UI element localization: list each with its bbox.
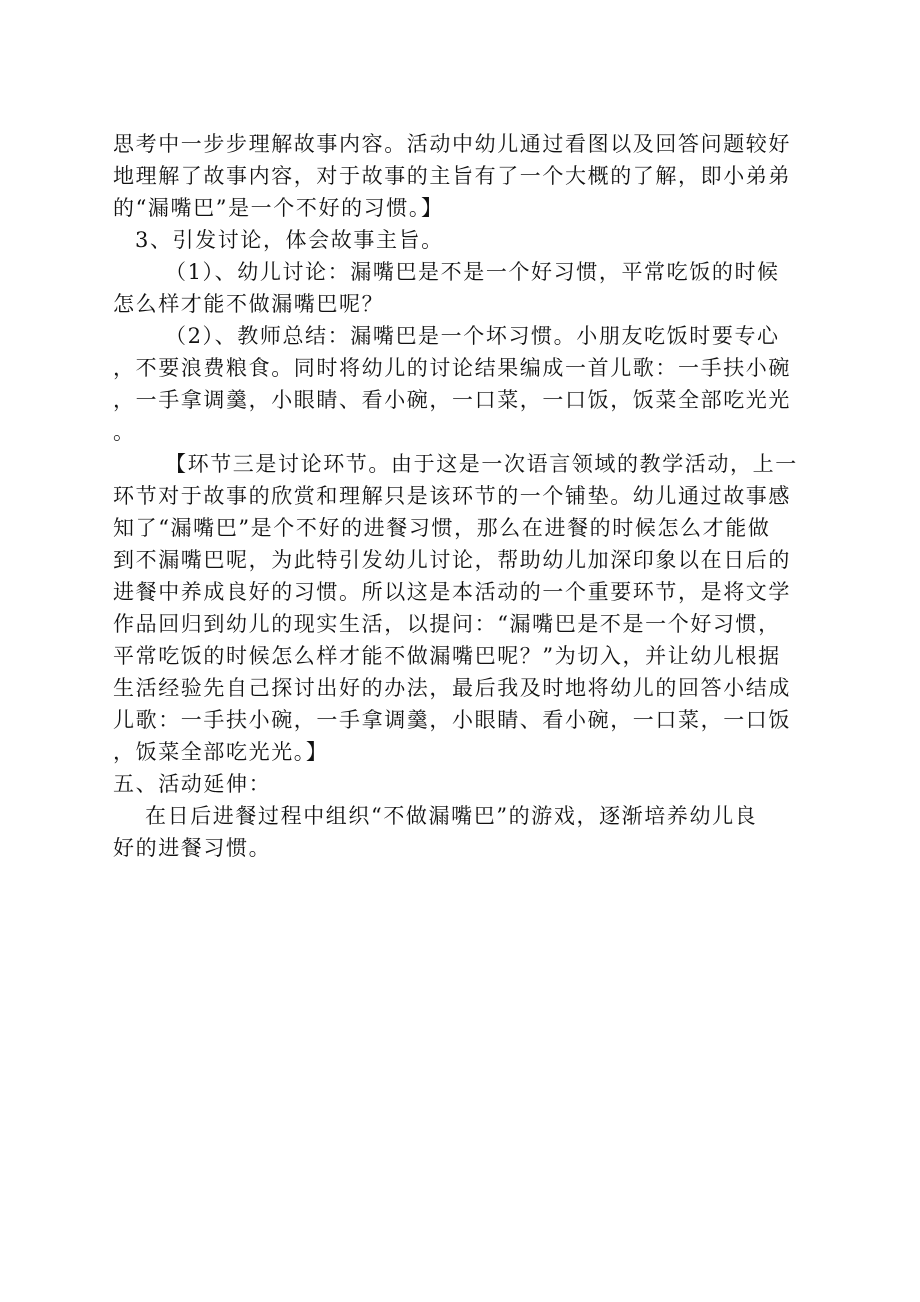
list-item-2-line: （2）、教师总结：漏嘴巴是一个坏习惯。小朋友吃饭时要专心 xyxy=(165,324,780,348)
commentary-line: 作品回归到幼儿的现实生活，以提问：“漏嘴巴是不是一个好习惯， xyxy=(113,612,781,636)
paragraph-line: 思考中一步步理解故事内容。活动中幼儿通过看图以及回答问题较好 xyxy=(113,132,791,156)
list-item-1-line: 怎么样才能不做漏嘴巴呢？ xyxy=(113,292,385,316)
extension-line: 在日后进餐过程中组织“不做漏嘴巴”的游戏，逐渐培养幼儿良 xyxy=(145,804,758,828)
commentary-line: 生活经验先自己探讨出好的办法，最后我及时地将幼儿的回答小结成 xyxy=(113,676,791,700)
extension-line: 好的进餐习惯。 xyxy=(113,836,272,860)
list-item-2-line: 。 xyxy=(113,420,136,444)
list-item-1-line: （1）、幼儿讨论：漏嘴巴是不是一个好习惯，平常吃饭的时候 xyxy=(165,260,780,284)
paragraph-line: 的“漏嘴巴”是一个不好的习惯。】 xyxy=(113,196,444,220)
document-body xyxy=(113,128,813,864)
list-item-2-line: ，一手拿调羹，小眼睛、看小碗，一口菜，一口饭，饭菜全部吃光光 xyxy=(113,388,791,412)
commentary-line: 儿歌：一手扶小碗，一手拿调羹，小眼睛、看小碗，一口菜，一口饭 xyxy=(113,708,791,732)
commentary-line: 【环节三是讨论环节。由于这是一次语言领域的教学活动，上一 xyxy=(165,452,798,476)
commentary-line: 环节对于故事的欣赏和理解只是该环节的一个铺垫。幼儿通过故事感 xyxy=(113,484,791,508)
commentary-line: 平常吃饭的时候怎么样才能不做漏嘴巴呢？”为切入，并让幼儿根据 xyxy=(113,644,781,668)
paragraph-line: 地理解了故事内容，对于故事的主旨有了一个大概的了解，即小弟弟 xyxy=(113,164,791,188)
section-heading: 五、活动延伸： xyxy=(113,772,272,796)
commentary-line: 知了“漏嘴巴”是个不好的进餐习惯，那么在进餐的时候怎么才能做 xyxy=(113,516,771,540)
commentary-line: 进餐中养成良好的习惯。所以这是本活动的一个重要环节，是将文学 xyxy=(113,580,791,604)
list-item-2-line: ，不要浪费粮食。同时将幼儿的讨论结果编成一首儿歌：一手扶小碗 xyxy=(113,356,791,380)
commentary-line: 到不漏嘴巴呢，为此特引发幼儿讨论，帮助幼儿加深印象以在日后的 xyxy=(113,548,791,572)
commentary-line: ，饭菜全部吃光光。】 xyxy=(113,740,329,764)
section-heading: 3、引发讨论，体会故事主旨。 xyxy=(135,228,444,252)
